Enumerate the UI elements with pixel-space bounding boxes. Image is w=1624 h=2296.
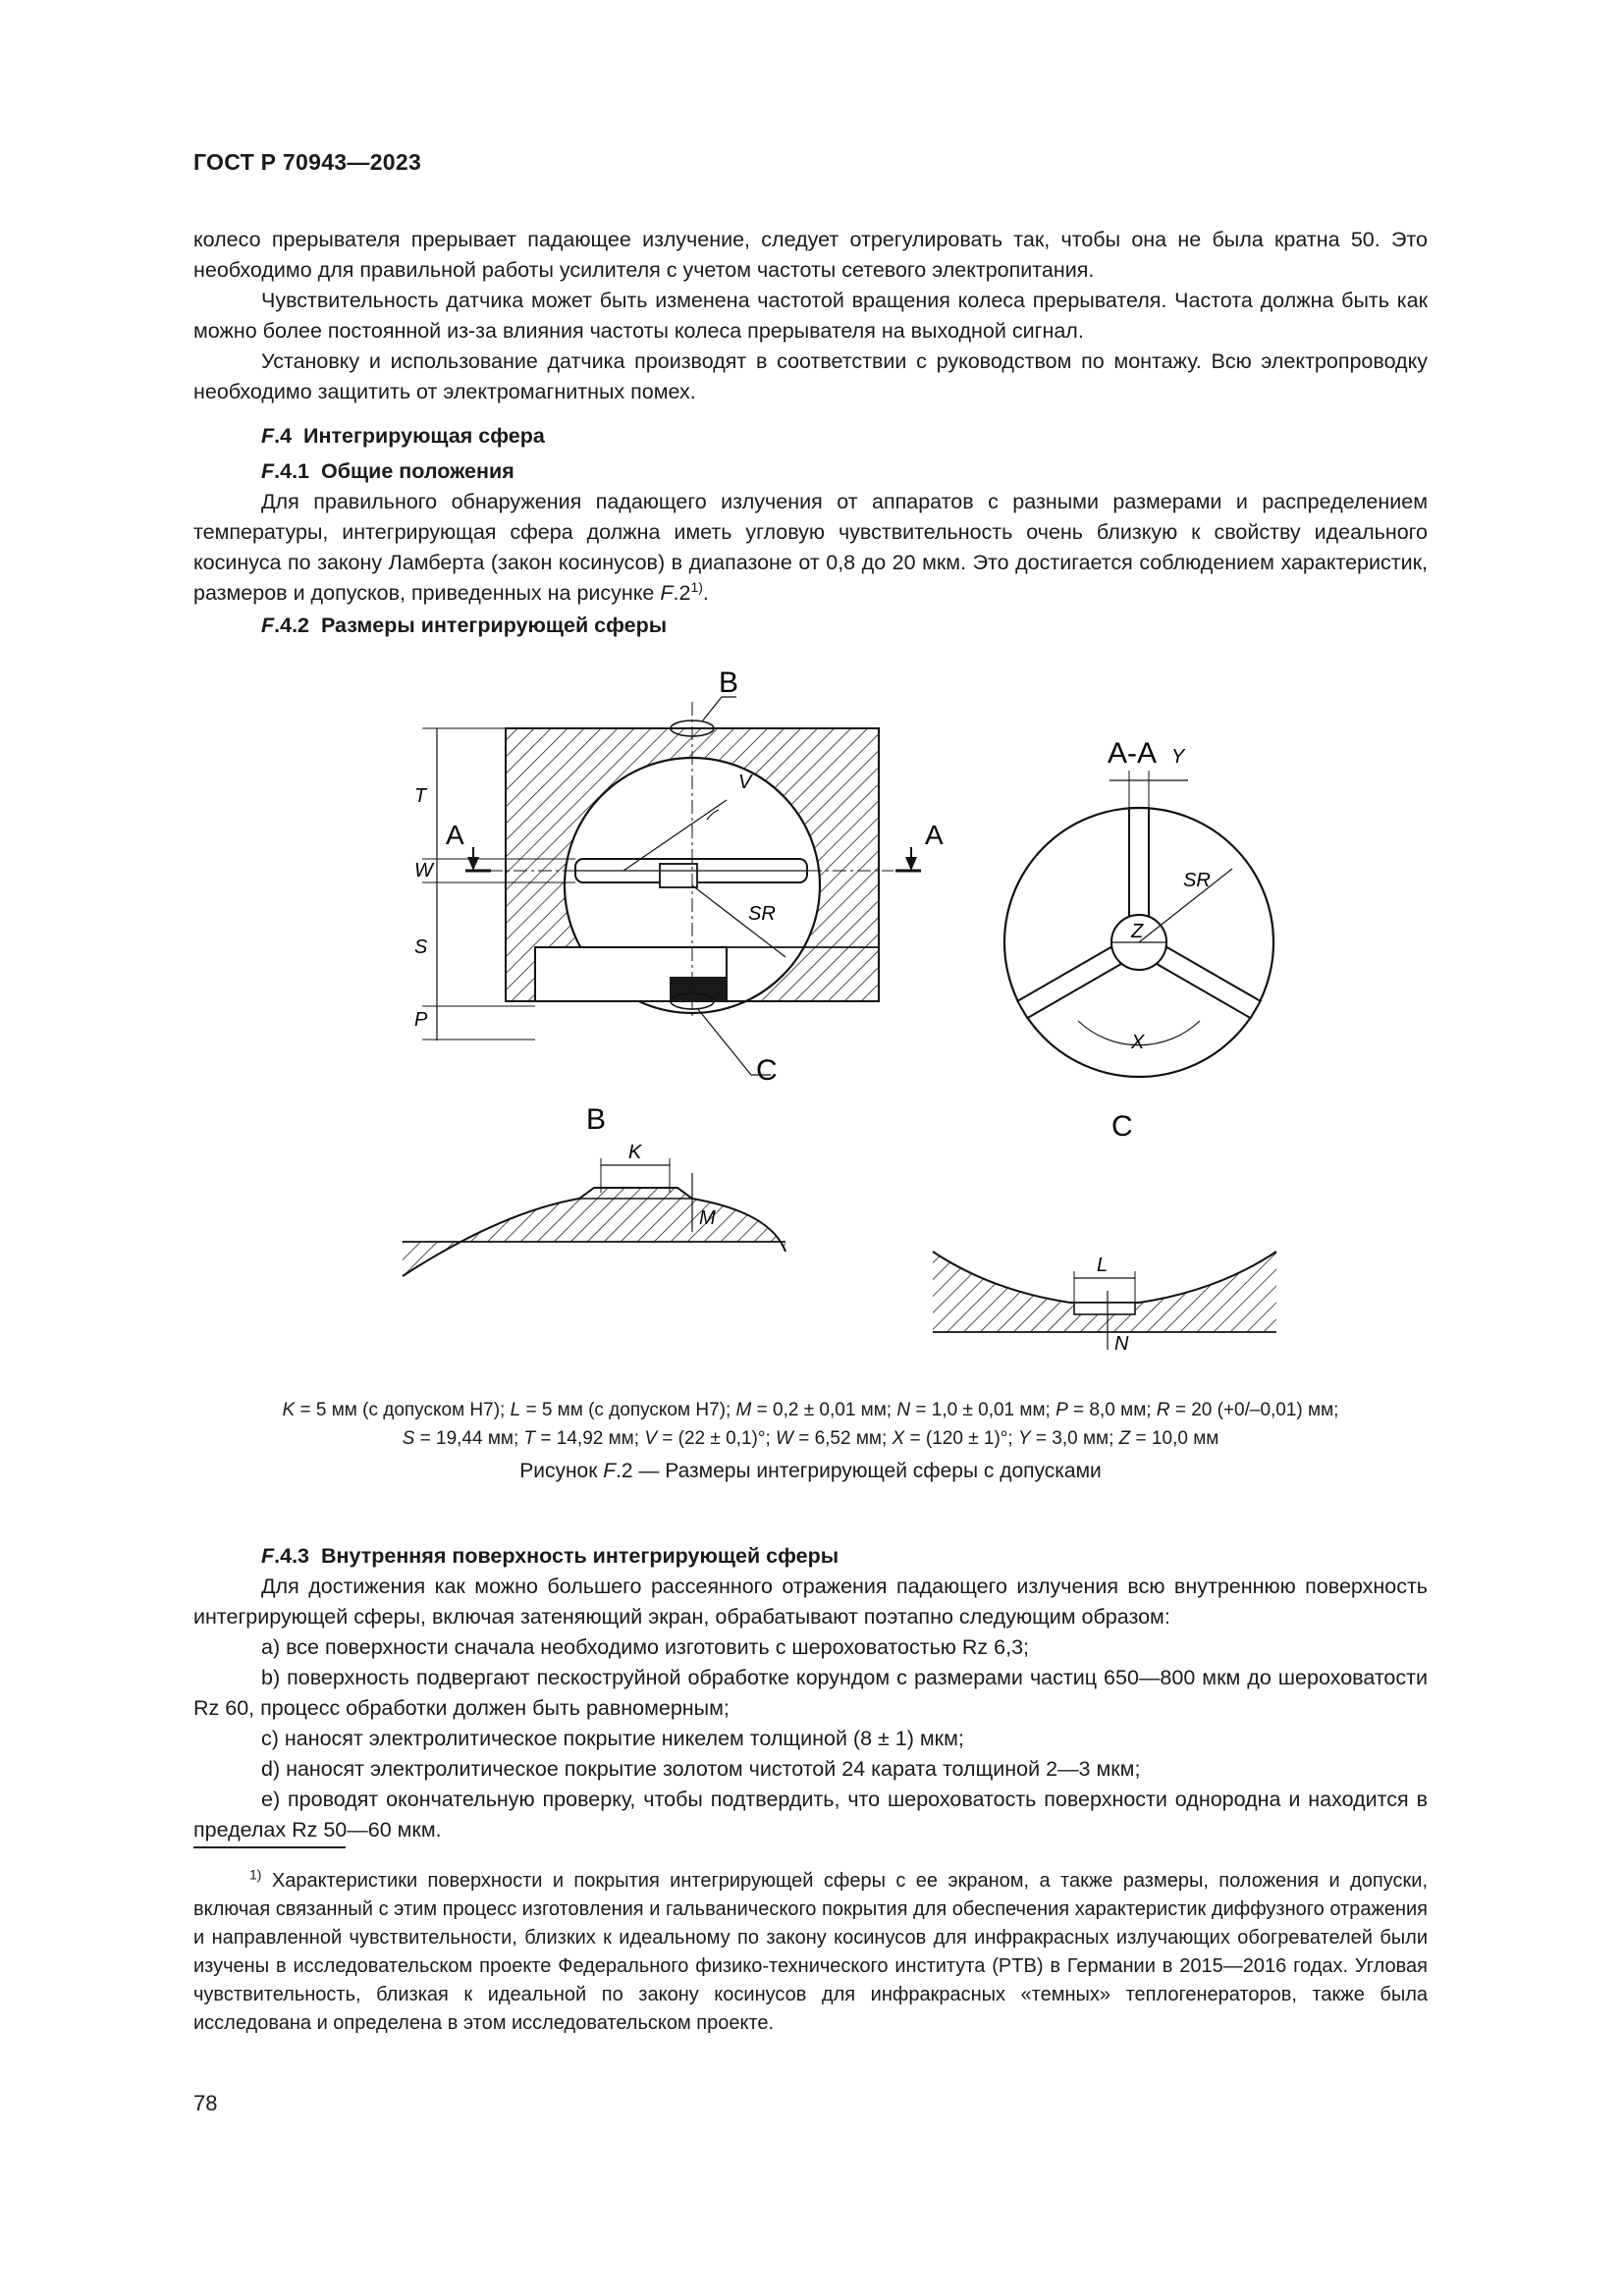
list-item: e) проводят окончательную проверку, чтобы подтвердить, что шероховатость поверхности однородна и находится в пределах Rz 50—60 мкм. bbox=[193, 1788, 1428, 1842]
figure-caption: Рисунок F.2 — Размеры интегрирующей сферы с допусками bbox=[519, 1460, 1102, 1482]
list-item: b) поверхность подвергают пескоструйной обработке корундом с размерами частиц 650—800 мкм до шероховатости Rz 60, процесс обработки должен быть равномерным; bbox=[193, 1666, 1428, 1720]
section-heading-f4: F.4 Интегрирующая сфера bbox=[261, 424, 545, 448]
label-w: W bbox=[414, 860, 433, 881]
label-section-aa: A-A bbox=[1108, 737, 1158, 770]
footnote-divider bbox=[193, 1846, 346, 1848]
label-y: Y bbox=[1171, 746, 1185, 768]
label-detail-c: C bbox=[1111, 1110, 1133, 1143]
label-z: Z bbox=[1131, 921, 1144, 942]
list-item: a) все поверхности сначала необходимо изготовить с шероховатостью Rz 6,3; bbox=[261, 1635, 1029, 1659]
main-section-view bbox=[422, 697, 921, 1075]
label-l: L bbox=[1097, 1255, 1109, 1276]
paragraph: Установку и использование датчика производят в соответствии с руководством по монтажу. Всю электропроводку необходимо защитить от электромагнитных помех. bbox=[193, 349, 1428, 403]
legend-line-1: K = 5 мм (с допуском Н7); L = 5 мм (с допуском Н7); M = 0,2 ± 0,01 мм; N = 1,0 ± 0,01 мм; P = 8,0 мм; R = 20 (+0/–0,01) мм; bbox=[282, 1400, 1339, 1420]
label-sr-right: SR bbox=[1183, 870, 1211, 891]
paragraph: Чувствительность датчика может быть изменена частотой вращения колеса прерывателя. Частота должна быть как можно более постоянной из-за влияния частоты колеса прерывателя на выходной сигнал. bbox=[193, 289, 1428, 343]
label-p: P bbox=[414, 1009, 428, 1031]
label-x: X bbox=[1131, 1032, 1145, 1053]
section-heading-f42: F.4.2 Размеры интегрирующей сферы bbox=[261, 614, 668, 637]
detail-b-view bbox=[403, 1158, 785, 1276]
label-sr-left: SR bbox=[748, 903, 776, 925]
label-c-bottom: C bbox=[756, 1054, 778, 1087]
label-n: N bbox=[1114, 1333, 1129, 1355]
top-text-block bbox=[193, 225, 1428, 641]
figure-integrating-sphere bbox=[383, 663, 1296, 1355]
label-a-left: A bbox=[446, 820, 464, 850]
paragraph-f43: Для достижения как можно большего рассеянного отражения падающего излучения всю внутреннюю поверхность интегрирующей сферы, включая затеняющий экран, обрабатывают поэтапно следующим образом: bbox=[193, 1575, 1428, 1629]
page-number: 78 bbox=[193, 2091, 218, 2115]
label-detail-b: B bbox=[586, 1103, 607, 1136]
figure-legend bbox=[193, 1396, 1428, 1453]
section-f43-block bbox=[193, 1541, 1428, 1845]
label-s: S bbox=[414, 936, 428, 958]
section-heading-f43: F.4.3 Внутренняя поверхность интегрирующей сферы bbox=[261, 1544, 839, 1568]
list-item: d) наносят электролитическое покрытие золотом чистотой 24 карата толщиной 2—3 мкм; bbox=[261, 1757, 1141, 1781]
label-a-right: A bbox=[925, 820, 944, 850]
label-k: K bbox=[628, 1142, 642, 1163]
legend-line-2: S = 19,44 мм; T = 14,92 мм; V = (22 ± 0,1)°; W = 6,52 мм; X = (120 ± 1)°; Y = 3,0 мм; Z = 10,0 мм bbox=[402, 1428, 1219, 1449]
label-t: T bbox=[414, 785, 427, 807]
paragraph: колесо прерывателя прерывает падающее излучение, следует отрегулировать так, чтобы она не была кратна 50. Это необходимо для правильной работы усилителя с учетом частоты сетевого электропитания. bbox=[193, 228, 1428, 282]
footnote-ref: 1) bbox=[690, 578, 703, 595]
document-header: ГОСТ Р 70943—2023 bbox=[193, 149, 422, 175]
list-item: c) наносят электролитическое покрытие никелем толщиной (8 ± 1) мкм; bbox=[261, 1727, 964, 1750]
footnote-mark: 1) bbox=[249, 1866, 262, 1883]
footnote: $^{1)}$ Характеристики поверхности и покрытия интегрирующей сферы с ее экраном, а также размеры, положения и допуски, включая связанный с этим процесс изготовления и гальванического покрытия для обеспечения характеристик диффузного отражения и направленной чувствительности, близких к идеальному по закону косинусов для инфракрасных излучающих обогревателей были изучены в исследовательском проекте Федерального физико-технического института (PTB) в Германии в 2015—2016 годах. Угловая чувствительность, близкая к идеальной по закону косинусов для инфракрасных «темных» теплогенераторов, также была исследована и определена в этом исследовательском проекте. bbox=[193, 1866, 1428, 2034]
paragraph-f41: Для правильного обнаружения падающего излучения от аппаратов с разными размерами и распределением температуры, интегрирующая сфера должна иметь угловую чувствительность очень близкую к свойству идеального косинуса по закону Ламберта (закон косинусов) в диапазоне от 0,8 до 20 мкм. Это достигается соблюдением характеристик, размеров и допусков, приведенных на рисунке F.2$^{1)}$. bbox=[193, 490, 1428, 605]
label-v: V bbox=[738, 772, 752, 793]
label-m: M bbox=[699, 1207, 716, 1229]
section-heading-f41: F.4.1 Общие положения bbox=[261, 459, 514, 483]
label-b-top: B bbox=[719, 667, 739, 699]
